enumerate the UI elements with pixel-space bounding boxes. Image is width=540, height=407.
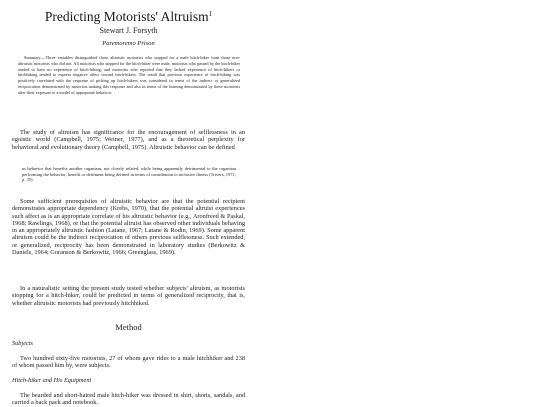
intro-paragraph-3: In a naturalistic setting the present study tested whether subjects' altruism, as motorists stopping for a hitch-hiker, could be predicted in terms of generalized reciprocity, that is, whether altruistic motorists had previously hitchhiked.	[12, 285, 245, 307]
intro-paragraph-2: Some sufficient prerequisites of altruistic behavior are that the potential recipient demonstrates appropriate dependency (Krebs, 1970), that the potential altruist experiences such affect as is an appropriate correlate of his altruistic behavior (e.g., Aronfreed & Paskal, 1968; Rawlings, 1968), or that the potential altruist has observed other individuals behaving in an appropriately altruistic fashion (Latane, 1967; Latane & Rodin, 1969). Some apparent altruism could be the indirect reciprocation of others previous selflessness. Such extended, or generalized, reciprocity has been demonstrated in laboratory studies (Berkowitz & Daniels, 1964; Goranson & Berkowitz, 1966; Greenglass, 1969).	[12, 198, 245, 257]
equipment-heading: Hitch-hiker and His Equipment	[12, 377, 92, 384]
title-footnote-marker: 1	[208, 10, 213, 18]
title-text: Predicting Motorists' Altruism	[44, 9, 209, 24]
paper-title	[12, 6, 245, 25]
equipment-paragraph: The bearded and short-haired male hitch-hiker was dressed in shirt, shorts, sandals, and carried a back pack and notebook.	[12, 392, 245, 407]
intro-paragraph-1: The study of altruism has significance for the encouragement of selflessness in an egoistic world (Campbell, 1975; Weiner, 1977), and as a theoretical perplexity for behavioral and evolutionary theory (Campbell, 1975). Altruistic behavior can be defined	[12, 129, 245, 151]
abstract-summary: Summary.—Three variables distinguished those altruistic motorists who stopped for a male hitch-hiker from those non-altruistic motorists who did not. All motorists who stopped for the hitch-hiker were male, motorists who passed by the hitch-hiker tended to have no experience of hitch-hiking, and motorists who reported that they lacked experience of hitch-hikers or hitchhiking tended to express negative affect toward hitch-hikers. The result that previous experience of hitch-hiking was positively correlated with the response of picking up hitch-hikers was considered in terms of the indirect or generalized reciprocation demonstrated by motorists making this response and also in terms of the learning demonstrated by these motorists after their exposure to a model of appropriate behavior.	[18, 55, 240, 95]
method-heading: Method	[115, 322, 142, 332]
definition-quote: as behavior that benefits another organism, not closely related, while being apparently detrimental to the organism performing the behavior, benefit or detriment being defined in terms of contribution to inclusive fitness (Trivers, 1971; p. 35).	[22, 166, 236, 183]
author-affiliation: Paremoremo Prison	[102, 40, 155, 47]
subjects-heading: Subjects	[12, 340, 33, 347]
subjects-paragraph: Two hundred sixty-five motorists, 27 of whom gave rides to a male hitchhiker and 238 of whom passed him by, were subjects.	[12, 355, 245, 370]
author-name: Stewart J. Forsyth	[99, 26, 158, 35]
